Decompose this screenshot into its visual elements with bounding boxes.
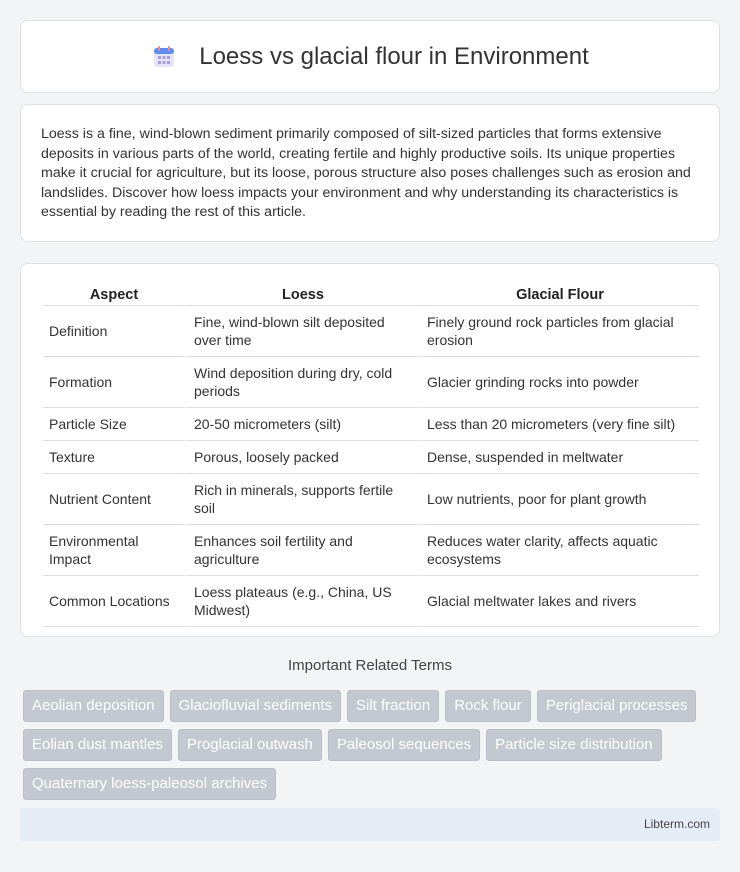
comparison-card: [20, 263, 720, 637]
table-header-row: [43, 284, 699, 306]
cell-loess: Loess plateaus (e.g., China, US Midwest): [185, 576, 418, 627]
table-row: [43, 525, 699, 576]
cell-glacial-flour: Low nutrients, poor for plant growth: [418, 474, 699, 525]
related-term-tag[interactable]: Periglacial processes: [537, 690, 697, 722]
cell-glacial-flour: Finely ground rock particles from glacial erosion: [418, 306, 699, 357]
cell-loess: Wind deposition during dry, cold periods: [185, 357, 418, 408]
page-title-row: [151, 43, 589, 71]
related-term-tag[interactable]: Silt fraction: [347, 690, 439, 722]
header-glacial-flour: Glacial Flour: [418, 284, 699, 306]
cell-aspect: Particle Size: [43, 408, 185, 441]
page-title: Loess vs glacial flour in Environment: [199, 42, 589, 70]
table-row: [43, 441, 699, 474]
cell-aspect: Definition: [43, 306, 185, 357]
cell-aspect: Nutrient Content: [43, 474, 185, 525]
intro-card: [20, 104, 720, 242]
cell-loess: Enhances soil fertility and agriculture: [185, 525, 418, 576]
footer: [20, 808, 720, 841]
cell-loess: 20-50 micrometers (silt): [185, 408, 418, 441]
related-term-tag[interactable]: Paleosol sequences: [328, 729, 480, 761]
cell-glacial-flour: Dense, suspended in meltwater: [418, 441, 699, 474]
table-row: [43, 474, 699, 525]
table-row: [43, 357, 699, 408]
cell-aspect: Environmental Impact: [43, 525, 185, 576]
related-terms-title: Important Related Terms: [288, 657, 452, 674]
cell-aspect: Common Locations: [43, 576, 185, 627]
cell-loess: Porous, loosely packed: [185, 441, 418, 474]
cell-glacial-flour: Reduces water clarity, affects aquatic ecosystems: [418, 525, 699, 576]
table-row: [43, 408, 699, 441]
intro-text: Loess is a fine, wind-blown sediment primarily composed of silt-sized particles that forms extensive deposits in various parts of the world, creating fertile and highly productive soils. Its unique properties make it crucial for agriculture, but its loose, porous structure also poses challenges such as erosion and landslides. Discover how loess impacts your environment and why understanding its characteristics is essential by reading the rest of this article.: [41, 126, 691, 221]
related-term-tag[interactable]: Rock flour: [445, 690, 531, 722]
title-card: [20, 20, 720, 93]
related-term-tag[interactable]: Aeolian deposition: [23, 690, 164, 722]
header-aspect: Aspect: [43, 284, 185, 306]
related-term-tag[interactable]: Glaciofluvial sediments: [170, 690, 341, 722]
calendar-icon: [151, 44, 177, 70]
footer-site-link[interactable]: Libterm.com: [643, 817, 710, 831]
table-row: [43, 576, 699, 627]
cell-loess: Fine, wind-blown silt deposited over time: [185, 306, 418, 357]
related-term-tag[interactable]: Proglacial outwash: [178, 729, 322, 761]
comparison-table: [43, 284, 699, 627]
related-term-tag[interactable]: Quaternary loess-paleosol archives: [23, 768, 276, 800]
cell-glacial-flour: Less than 20 micrometers (very fine silt): [418, 408, 699, 441]
related-term-tag[interactable]: Particle size distribution: [486, 729, 662, 761]
cell-aspect: Texture: [43, 441, 185, 474]
cell-aspect: Formation: [43, 357, 185, 408]
related-terms-list: [23, 690, 703, 800]
cell-glacial-flour: Glacier grinding rocks into powder: [418, 357, 699, 408]
table-row: [43, 306, 699, 357]
header-loess: Loess: [185, 284, 418, 306]
cell-glacial-flour: Glacial meltwater lakes and rivers: [418, 576, 699, 627]
related-term-tag[interactable]: Eolian dust mantles: [23, 729, 172, 761]
cell-loess: Rich in minerals, supports fertile soil: [185, 474, 418, 525]
